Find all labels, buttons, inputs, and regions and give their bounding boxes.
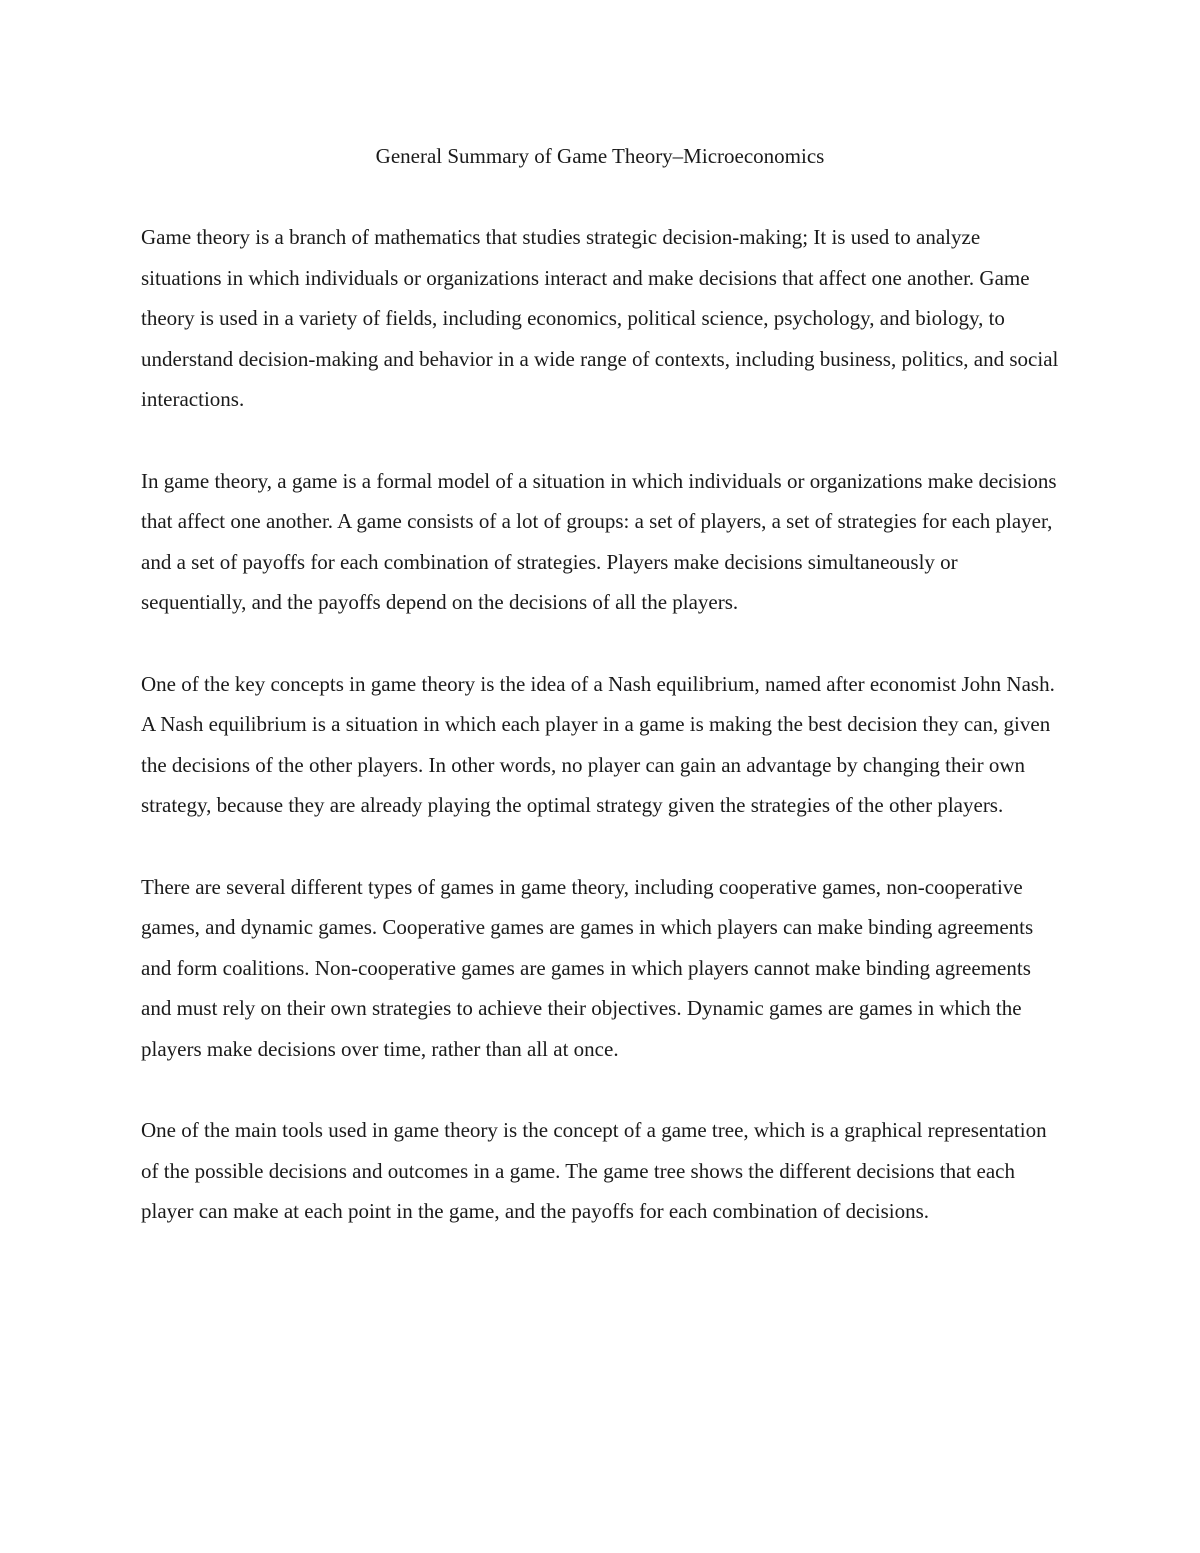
paragraph-game-types: There are several different types of games in game theory, including cooperative games, non-cooperative games, and dynamic games. Cooperative games are games in which players can make binding agreements and form coalitions. Non-cooperative games are games in which players cannot make binding agreements and must rely on their own strategies to achieve their objectives. Dynamic games are games in which the players make decisions over time, rather than all at once.: [141, 874, 1034, 1061]
paragraph-nash-equilibrium: One of the key concepts in game theory is the idea of a Nash equilibrium, named after economist John Nash. A Nash equilibrium is a situation in which each player in a game is making the best decision they can, given the decisions of the other players. In other words, no player can gain an advantage by changing their own strategy, because they are already playing the optimal strategy given the strategies of the other players.: [141, 671, 1055, 818]
document-title: General Summary of Game Theory–Microeconomics: [375, 144, 825, 168]
paragraph-game-definition: In game theory, a game is a formal model of a situation in which individuals or organizations make decisions that affect one another. A game consists of a lot of groups: a set of players, a set of strategies for each player, and a set of payoffs for each combination of strategies. Players make decisions simultaneously or sequentially, and the payoffs depend on the decisions of all the players.: [141, 468, 1057, 615]
paragraph-intro: Game theory is a branch of mathematics that studies strategic decision-making; It is used to analyze situations in which individuals or organizations interact and make decisions that affect one another. Game theory is used in a variety of fields, including economics, political science, psychology, and biology, to understand decision-making and behavior in a wide range of contexts, including business, politics, and social interactions.: [141, 225, 1059, 412]
paragraph-game-tree: One of the main tools used in game theory is the concept of a game tree, which is a graphical representation of the possible decisions and outcomes in a game. The game tree shows the different decisions that each player can make at each point in the game, and the payoffs for each combination of decisions.: [141, 1118, 1047, 1224]
document-body: [141, 217, 1059, 1272]
